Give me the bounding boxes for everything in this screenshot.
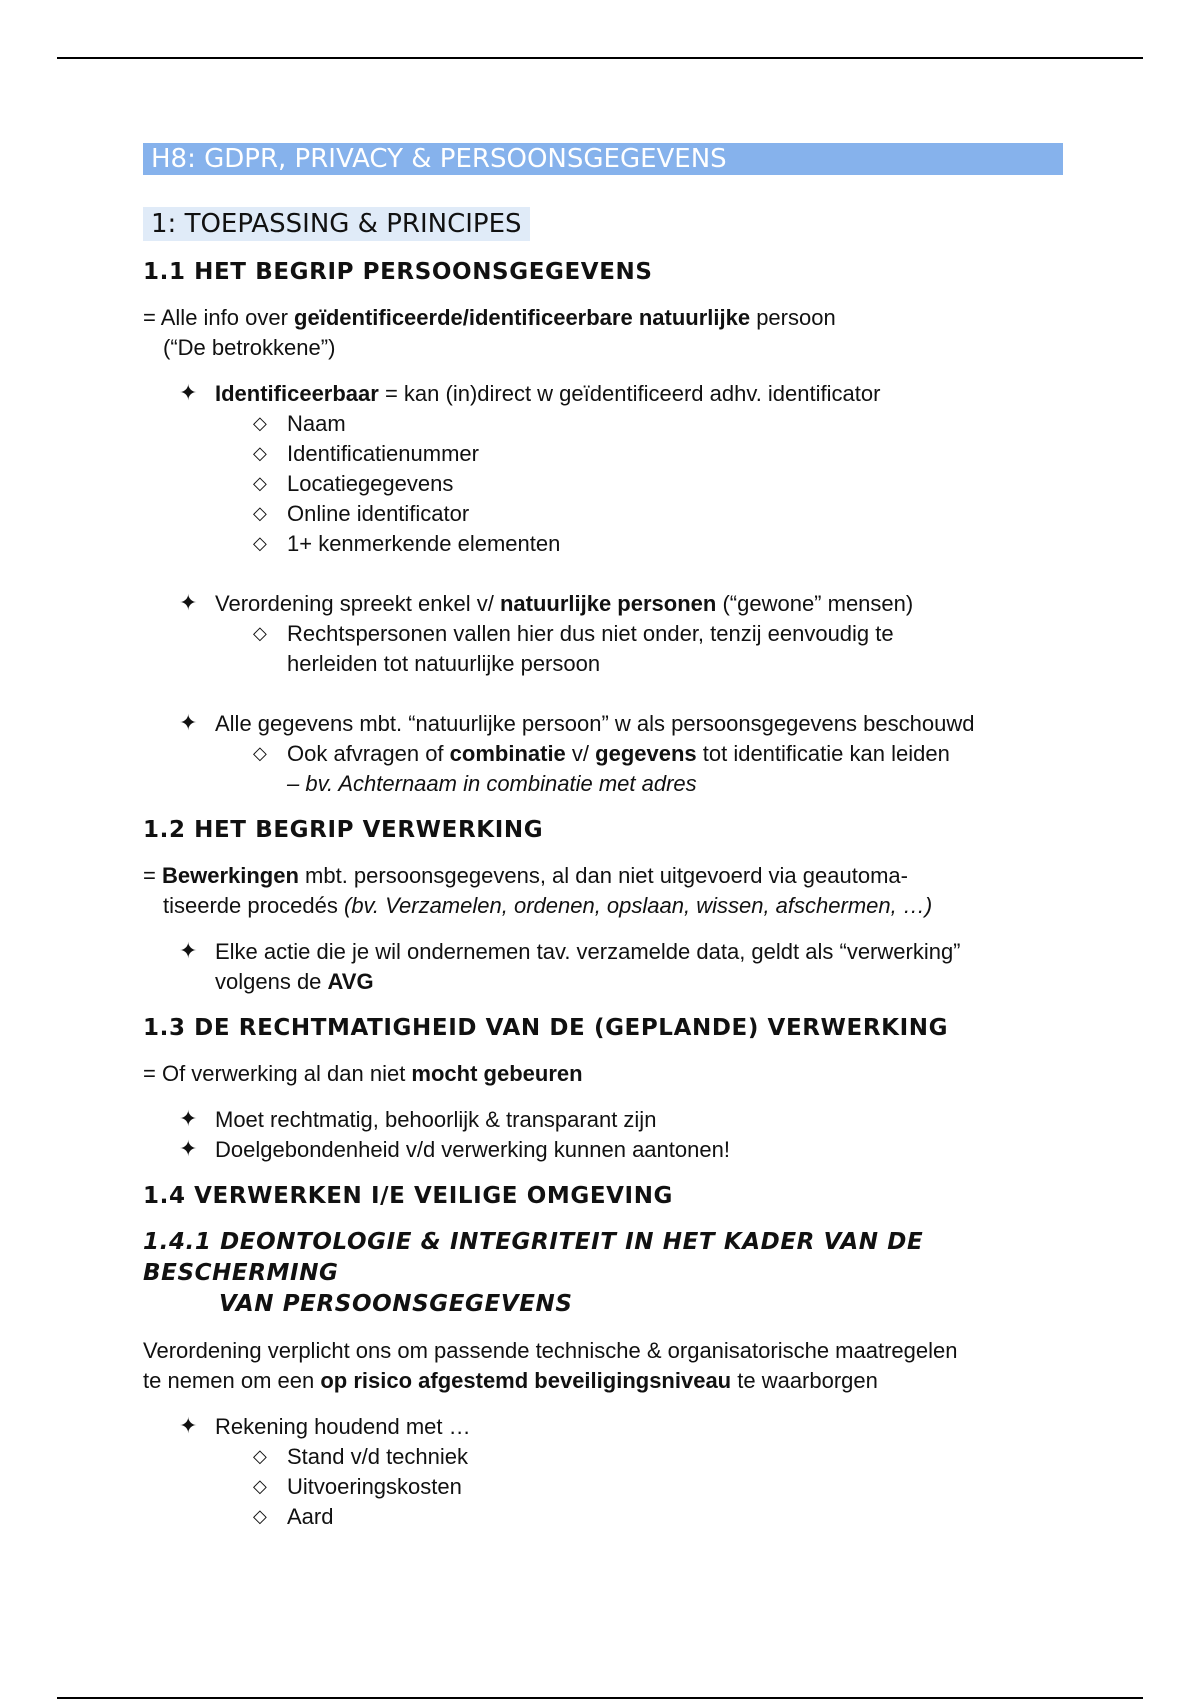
chapter-heading: H8: GDPR, PRIVACY & PERSOONSGEGEVENS: [143, 143, 1063, 175]
four-point-star-icon: ✦: [179, 711, 198, 736]
diamond-outline-icon: ◇: [253, 503, 267, 524]
diamond-outline-icon: ◇: [253, 533, 267, 554]
diamond-outline-icon: ◇: [253, 443, 267, 464]
four-point-star-icon: ✦: [179, 1414, 198, 1439]
paragraph-1-4-1: Verordening verplicht ons om passende technische & organisatorische maatregelen te nemen om een op risico afgestemd beveiligingsniveau te waarborgen: [143, 1338, 958, 1393]
list-item: ◇ Naam: [143, 409, 1063, 439]
diamond-outline-icon: ◇: [253, 473, 267, 494]
four-point-star-icon: ✦: [179, 1137, 198, 1162]
section-heading: 1: TOEPASSING & PRINCIPES: [143, 207, 530, 241]
list-item: ✦ Rekening houdend met …: [143, 1412, 1063, 1442]
list-item: ✦ Doelgebondenheid v/d verwerking kunnen aantonen!: [143, 1135, 1063, 1165]
four-point-star-icon: ✦: [179, 1107, 198, 1132]
diamond-outline-icon: ◇: [253, 413, 267, 434]
heading-1-1: 1.1 HET BEGRIP PERSOONSGEGEVENS: [143, 259, 653, 285]
list-item: ✦ Identificeerbaar = kan (in)direct w geïdentificeerd adhv. identificator: [143, 379, 1063, 409]
list-item: ◇ Rechtspersonen vallen hier dus niet onder, tenzij eenvoudig te herleiden tot natuurlijke persoon: [253, 621, 894, 676]
definition-1-1: = Alle info over geïdentificeerde/identificeerbare natuurlijke persoon (“De betrokkene”): [143, 305, 836, 360]
four-point-star-icon: ✦: [179, 381, 198, 406]
list-item: ✦ Alle gegevens mbt. “natuurlijke persoon” w als persoonsgegevens beschouwd: [143, 709, 1063, 739]
bottom-rule: [57, 1697, 1143, 1699]
list-item: ✦ Elke actie die je wil ondernemen tav. verzamelde data, geldt als “verwerking” volgens de AVG: [179, 939, 961, 994]
definition-1-2: = Bewerkingen mbt. persoonsgegevens, al dan niet uitgevoerd via geautoma- tiseerde procedés (bv. Verzamelen, ordenen, opslaan, wissen, afschermen, …): [143, 863, 933, 918]
heading-1-4: 1.4 VERWERKEN I/E VEILIGE OMGEVING: [143, 1183, 674, 1209]
heading-1-3: 1.3 DE RECHTMATIGHEID VAN DE (GEPLANDE) VERWERKING: [143, 1015, 949, 1041]
list-item: ◇ Online identificator: [143, 499, 1063, 529]
diamond-outline-icon: ◇: [253, 743, 267, 764]
list-item: ◇ Stand v/d techniek: [143, 1442, 1063, 1472]
diamond-outline-icon: ◇: [253, 623, 267, 644]
document-body: [143, 143, 1063, 1532]
list-item: ◇ Locatiegegevens: [143, 469, 1063, 499]
list-item: ✦ Moet rechtmatig, behoorlijk & transparant zijn: [143, 1105, 1063, 1135]
definition-1-3: = Of verwerking al dan niet mocht gebeuren: [143, 1061, 583, 1086]
list-item: ◇ Uitvoeringskosten: [143, 1472, 1063, 1502]
diamond-outline-icon: ◇: [253, 1446, 267, 1467]
diamond-outline-icon: ◇: [253, 1506, 267, 1527]
list-item: ◇ 1+ kenmerkende elementen: [143, 529, 1063, 559]
heading-1-2: 1.2 HET BEGRIP VERWERKING: [143, 817, 544, 843]
heading-1-4-1: 1.4.1 DEONTOLOGIE & INTEGRITEIT IN HET KADER VAN DE BESCHERMING VAN PERSOONSGEGEVENS: [143, 1229, 924, 1317]
list-item: ◇ Aard: [143, 1502, 1063, 1532]
top-rule: [57, 57, 1143, 59]
diamond-outline-icon: ◇: [253, 1476, 267, 1497]
four-point-star-icon: ✦: [179, 939, 198, 964]
list-item: ✦ Verordening spreekt enkel v/ natuurlijke personen (“gewone” mensen): [143, 589, 1063, 619]
list-item: ◇ Ook afvragen of combinatie v/ gegevens tot identificatie kan leiden – bv. Achternaam in combinatie met adres: [253, 741, 950, 796]
list-item: ◇ Identificatienummer: [143, 439, 1063, 469]
four-point-star-icon: ✦: [179, 591, 198, 616]
